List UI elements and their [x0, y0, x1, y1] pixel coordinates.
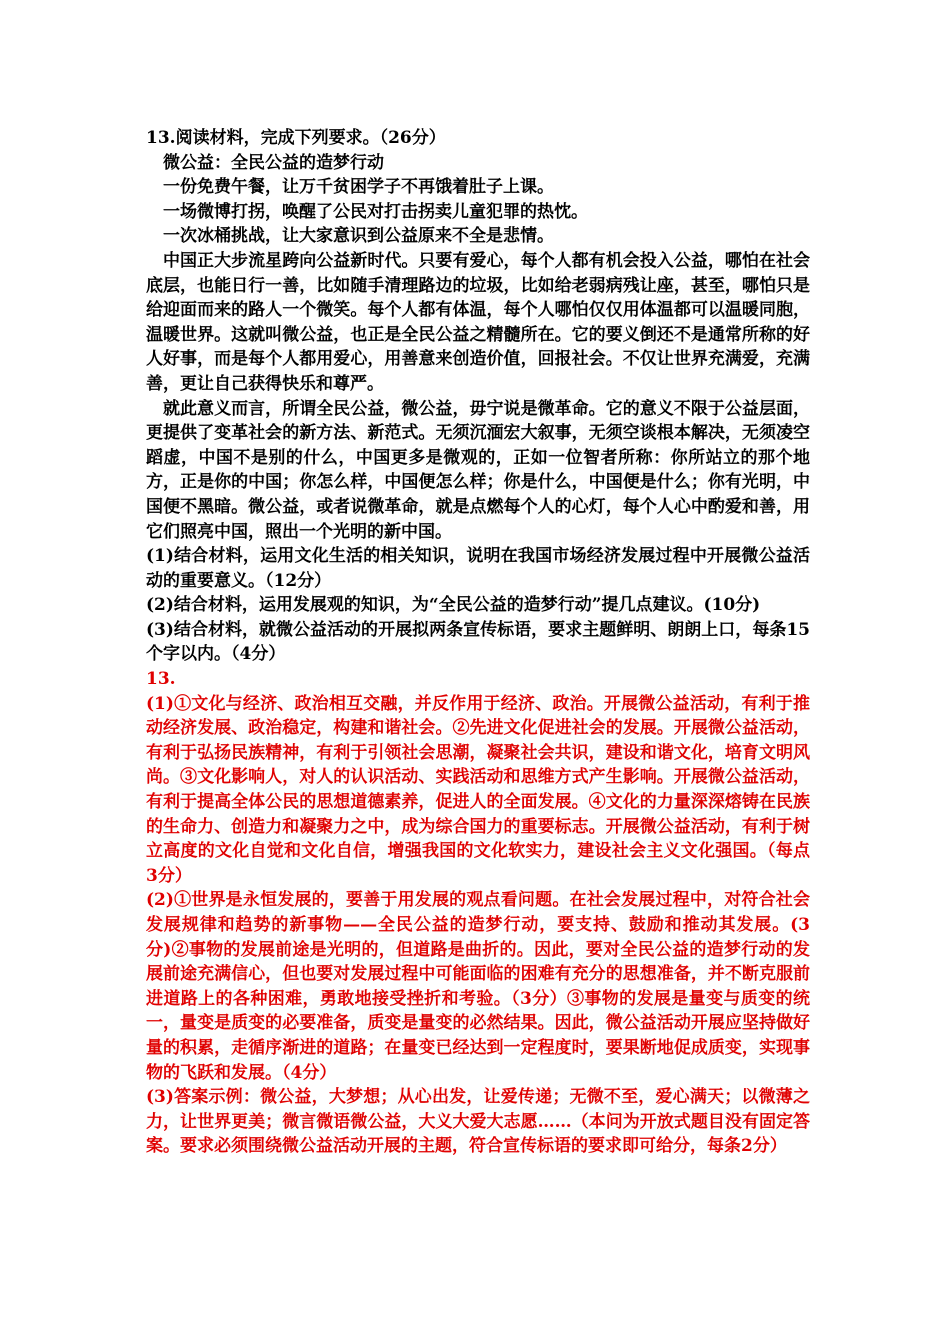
answer-1: (1)①文化与经济、政治相互交融，并反作用于经济、政治。开展微公益活动，有利于推动经济发展、政治稳定，构建和谐社会。②先进文化促进社会的发展。开展微公益活动，有利于弘扬民族精神，有利于引领社会思潮，凝聚社会共识，建设和谐文化，培育文明风尚。③文化影响人，对人的认识活动、实践活动和思维方式产生影响。开展微公益活动，有利于提高全体公民的思想道德素养，促进人的全面发展。④文化的力量深深熔铸在民族的生命力、创造力和凝聚力之中，成为综合国力的重要标志。开展微公益活动，有利于树立高度的文化自觉和文化自信，增强我国的文化软实力，建设社会主义文化强国。（每点3分）: [146, 693, 810, 886]
document-page: [146, 126, 810, 1159]
answer-3: (3)答案示例：微公益，大梦想；从心出发，让爱传递；无微不至，爱心满天；以微薄之力，让世界更美；微言微语微公益，大义大爱大志愿……（本问为开放式题目没有固定答案。要求必须围绕微公益活动开展的主题，符合宣传标语的要求即可给分，每条2分）: [146, 1087, 810, 1157]
material-line: 一场微博打拐，唤醒了公民对打击拐卖儿童犯罪的热忱。: [163, 201, 588, 222]
answer-number: 13.: [146, 669, 176, 690]
material-paragraph-1: 中国正大步流星跨向公益新时代。只要有爱心，每个人都有机会投入公益，哪怕在社会底层，也能日行一善，比如随手清理路边的垃圾，比如给老弱病残让座，甚至，哪怕只是给迎面而来的路人一个微笑。每个人都有体温，每个人哪怕仅仅用体温都可以温暖同胞，温暖世界。这就叫微公益，也正是全民公益之精髓所在。它的要义倒还不是通常所称的好人好事，而是每个人都用爱心，用善意来创造价值，回报社会。不仅让世界充满爱，充满善，更让自己获得快乐和尊严。: [146, 250, 810, 394]
answer-2: (2)①世界是永恒发展的，要善于用发展的观点看问题。在社会发展过程中，对符合社会发展规律和趋势的新事物——全民公益的造梦行动，要支持、鼓励和推动其发展。(3分)②事物的发展前途是光明的，但道路是曲折的。因此，要对全民公益的造梦行动的发展前途充满信心，但也要对发展过程中可能面临的困难有充分的思想准备，并不断克服前进道路上的各种困难，勇敢地接受挫折和考验。（3分）③事物的发展是量变与质变的统一，量变是质变的必要准备，质变是量变的必然结果。因此，微公益活动开展应坚持做好量的积累，走循序渐进的道路；在量变已经达到一定程度时，要果断地促成质变，实现事物的飞跃和发展。（4分）: [146, 890, 810, 1083]
material-paragraph-2: 就此意义而言，所谓全民公益，微公益，毋宁说是微革命。它的意义不限于公益层面，更提供了变革社会的新方法、新范式。无须沉湎宏大叙事，无须空谈根本解决，无须凌空蹈虚，中国不是别的什么，中国更多是微观的，正如一位智者所称：你所站立的那个地方，正是你的中国；你怎么样，中国便怎么样；你是什么，中国便是什么；你有光明，中国便不黑暗。微公益，或者说微革命，就是点燃每个人的心灯，每个人心中酌爱和善，用它们照亮中国，照出一个光明的新中国。: [146, 398, 810, 542]
sub-question-3: (3)结合材料，就微公益活动的开展拟两条宣传标语，要求主题鲜明、朗朗上口，每条15个字以内。（4分）: [146, 619, 810, 665]
question-heading: 13.阅读材料，完成下列要求。（26分）: [146, 128, 446, 148]
sub-question-2: (2)结合材料，运用发展观的知识，为“全民公益的造梦行动”提几点建议。(10分): [146, 595, 761, 616]
material-title: 微公益：全民公益的造梦行动: [163, 152, 384, 173]
material-line: 一份免费午餐，让万千贫困学子不再饿着肚子上课。: [163, 177, 554, 198]
material-line: 一次冰桶挑战，让大家意识到公益原来不全是悲情。: [163, 226, 554, 247]
sub-question-1: (1)结合材料，运用文化生活的相关知识，说明在我国市场经济发展过程中开展微公益活动的重要意义。（12分）: [146, 546, 810, 591]
